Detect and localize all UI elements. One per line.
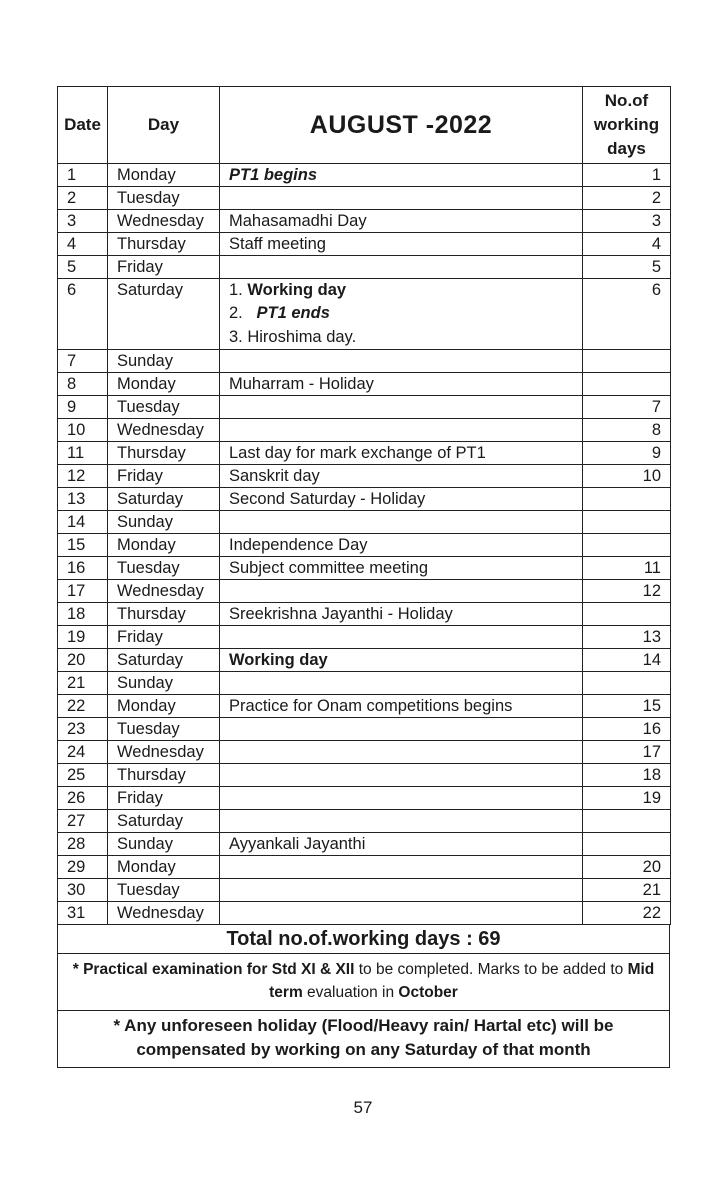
working-day-count-cell bbox=[583, 833, 671, 856]
working-day-count-cell bbox=[583, 511, 671, 534]
event-cell bbox=[220, 419, 583, 442]
event-text: Ayyankali Jayanthi bbox=[229, 835, 366, 854]
day-cell: Sunday bbox=[108, 350, 220, 373]
event-cell bbox=[220, 626, 583, 649]
event-cell bbox=[220, 856, 583, 879]
note-text: October bbox=[398, 984, 458, 1002]
date-cell: 16 bbox=[58, 557, 108, 580]
day-cell: Monday bbox=[108, 695, 220, 718]
event-cell bbox=[220, 256, 583, 279]
note-text: to be completed. Marks to be added to bbox=[354, 961, 628, 979]
day-cell: Thursday bbox=[108, 764, 220, 787]
event-cell bbox=[220, 373, 583, 396]
day-cell: Tuesday bbox=[108, 557, 220, 580]
table-row bbox=[58, 695, 671, 718]
month-title: AUGUST -2022 bbox=[220, 87, 583, 164]
table-row bbox=[58, 856, 671, 879]
day-cell: Sunday bbox=[108, 672, 220, 695]
event-cell bbox=[220, 488, 583, 511]
working-day-count-cell: 21 bbox=[583, 879, 671, 902]
date-cell: 12 bbox=[58, 465, 108, 488]
event-text: Staff meeting bbox=[229, 235, 326, 253]
event-cell bbox=[220, 511, 583, 534]
table-row bbox=[58, 787, 671, 810]
table-row bbox=[58, 902, 671, 925]
event-line bbox=[229, 326, 582, 349]
working-days-column-header bbox=[583, 87, 671, 164]
date-cell: 8 bbox=[58, 373, 108, 396]
day-column-header: Day bbox=[108, 87, 220, 164]
table-row bbox=[58, 373, 671, 396]
event-text: Working day bbox=[229, 651, 328, 670]
day-cell: Wednesday bbox=[108, 580, 220, 603]
table-row bbox=[58, 233, 671, 256]
table-row bbox=[58, 764, 671, 787]
table-row bbox=[58, 580, 671, 603]
event-cell bbox=[220, 580, 583, 603]
day-cell: Friday bbox=[108, 465, 220, 488]
event-line bbox=[229, 833, 582, 855]
table-row bbox=[58, 741, 671, 764]
working-day-count-cell: 10 bbox=[583, 465, 671, 488]
table-row bbox=[58, 718, 671, 741]
day-cell: Monday bbox=[108, 856, 220, 879]
date-cell: 18 bbox=[58, 603, 108, 626]
date-cell: 24 bbox=[58, 741, 108, 764]
working-day-count-cell: 17 bbox=[583, 741, 671, 764]
working-day-count-cell: 6 bbox=[583, 279, 671, 350]
working-day-count-cell bbox=[583, 373, 671, 396]
event-cell bbox=[220, 741, 583, 764]
day-cell: Sunday bbox=[108, 833, 220, 856]
event-cell bbox=[220, 465, 583, 488]
working-day-count-cell: 19 bbox=[583, 787, 671, 810]
date-cell: 10 bbox=[58, 419, 108, 442]
day-cell: Wednesday bbox=[108, 741, 220, 764]
day-cell: Wednesday bbox=[108, 210, 220, 233]
total-working-days: Total no.of.working days : 69 bbox=[57, 925, 670, 954]
event-cell bbox=[220, 557, 583, 580]
working-day-count-cell: 7 bbox=[583, 396, 671, 419]
event-text: Muharram - Holiday bbox=[229, 375, 374, 394]
note-text: evaluation in bbox=[302, 984, 399, 1002]
date-cell: 26 bbox=[58, 787, 108, 810]
table-row bbox=[58, 488, 671, 511]
event-cell bbox=[220, 396, 583, 419]
date-cell: 13 bbox=[58, 488, 108, 511]
working-day-count-cell: 5 bbox=[583, 256, 671, 279]
date-cell: 5 bbox=[58, 256, 108, 279]
day-cell: Monday bbox=[108, 373, 220, 396]
day-cell: Sunday bbox=[108, 511, 220, 534]
day-cell: Saturday bbox=[108, 488, 220, 511]
working-days-header-line: No.of bbox=[604, 91, 649, 110]
event-text: Sreekrishna Jayanthi - Holiday bbox=[229, 605, 453, 624]
event-cell bbox=[220, 787, 583, 810]
event-line bbox=[229, 279, 582, 302]
date-cell: 29 bbox=[58, 856, 108, 879]
event-text: Mahasamadhi Day bbox=[229, 212, 367, 230]
date-cell: 23 bbox=[58, 718, 108, 741]
event-line bbox=[229, 695, 582, 717]
date-cell: 1 bbox=[58, 164, 108, 187]
event-cell bbox=[220, 764, 583, 787]
date-cell: 17 bbox=[58, 580, 108, 603]
working-day-count-cell: 3 bbox=[583, 210, 671, 233]
event-line bbox=[229, 373, 582, 395]
table-row bbox=[58, 187, 671, 210]
working-day-count-cell bbox=[583, 672, 671, 695]
day-cell: Thursday bbox=[108, 442, 220, 465]
calendar-page bbox=[57, 86, 670, 1068]
event-cell bbox=[220, 603, 583, 626]
day-cell: Wednesday bbox=[108, 902, 220, 925]
table-row bbox=[58, 511, 671, 534]
event-cell bbox=[220, 672, 583, 695]
working-day-count-cell: 20 bbox=[583, 856, 671, 879]
table-row bbox=[58, 419, 671, 442]
event-line bbox=[229, 302, 582, 325]
day-cell: Saturday bbox=[108, 279, 220, 350]
date-cell: 22 bbox=[58, 695, 108, 718]
table-row bbox=[58, 279, 671, 350]
event-line bbox=[229, 649, 582, 671]
note-text: Mid term bbox=[269, 961, 655, 1002]
page-number: 57 bbox=[353, 1098, 373, 1117]
event-line bbox=[229, 164, 582, 186]
working-day-count-cell bbox=[583, 534, 671, 557]
date-cell: 27 bbox=[58, 810, 108, 833]
event-text: PT1 ends bbox=[256, 304, 330, 323]
practical-exam-note bbox=[57, 954, 670, 1011]
date-cell: 31 bbox=[58, 902, 108, 925]
event-cell bbox=[220, 534, 583, 557]
working-day-count-cell: 22 bbox=[583, 902, 671, 925]
event-cell bbox=[220, 833, 583, 856]
day-cell: Saturday bbox=[108, 810, 220, 833]
event-line bbox=[229, 603, 582, 625]
event-cell bbox=[220, 350, 583, 373]
event-cell bbox=[220, 879, 583, 902]
calendar-body bbox=[58, 164, 671, 925]
event-line bbox=[229, 534, 582, 556]
date-cell: 9 bbox=[58, 396, 108, 419]
day-cell: Thursday bbox=[108, 603, 220, 626]
day-cell: Friday bbox=[108, 626, 220, 649]
header-row bbox=[58, 87, 671, 164]
date-cell: 20 bbox=[58, 649, 108, 672]
working-day-count-cell: 9 bbox=[583, 442, 671, 465]
day-cell: Saturday bbox=[108, 649, 220, 672]
event-text: PT1 begins bbox=[229, 166, 318, 184]
table-row bbox=[58, 557, 671, 580]
note-text: * Practical examination for Std XI & XII bbox=[72, 961, 355, 979]
table-row bbox=[58, 210, 671, 233]
event-cell bbox=[220, 902, 583, 925]
day-cell: Tuesday bbox=[108, 879, 220, 902]
table-row bbox=[58, 396, 671, 419]
event-text: Practice for Onam competitions begins bbox=[229, 697, 513, 716]
table-row bbox=[58, 256, 671, 279]
date-cell: 2 bbox=[58, 187, 108, 210]
date-cell: 3 bbox=[58, 210, 108, 233]
table-row bbox=[58, 465, 671, 488]
event-text: Second Saturday - Holiday bbox=[229, 490, 426, 509]
date-cell: 11 bbox=[58, 442, 108, 465]
working-days-header-line: working bbox=[593, 115, 660, 134]
table-row bbox=[58, 164, 671, 187]
working-day-count-cell bbox=[583, 350, 671, 373]
event-cell bbox=[220, 442, 583, 465]
date-cell: 21 bbox=[58, 672, 108, 695]
date-cell: 14 bbox=[58, 511, 108, 534]
calendar-table bbox=[57, 86, 671, 925]
event-line bbox=[229, 233, 582, 255]
event-line bbox=[229, 557, 582, 579]
day-cell: Thursday bbox=[108, 233, 220, 256]
working-day-count-cell: 15 bbox=[583, 695, 671, 718]
date-cell: 4 bbox=[58, 233, 108, 256]
working-day-count-cell: 13 bbox=[583, 626, 671, 649]
event-cell bbox=[220, 210, 583, 233]
event-line bbox=[229, 442, 582, 464]
event-text: Subject committee meeting bbox=[229, 559, 429, 578]
day-cell: Friday bbox=[108, 256, 220, 279]
working-day-count-cell: 1 bbox=[583, 164, 671, 187]
table-row bbox=[58, 603, 671, 626]
day-cell: Tuesday bbox=[108, 396, 220, 419]
date-cell: 6 bbox=[58, 279, 108, 350]
date-cell: 7 bbox=[58, 350, 108, 373]
event-text: Sanskrit day bbox=[229, 467, 320, 486]
working-day-count-cell: 12 bbox=[583, 580, 671, 603]
date-cell: 28 bbox=[58, 833, 108, 856]
day-cell: Monday bbox=[108, 534, 220, 557]
event-cell bbox=[220, 810, 583, 833]
working-day-count-cell: 14 bbox=[583, 649, 671, 672]
working-day-count-cell bbox=[583, 488, 671, 511]
working-day-count-cell: 18 bbox=[583, 764, 671, 787]
working-day-count-cell: 16 bbox=[583, 718, 671, 741]
event-cell bbox=[220, 187, 583, 210]
working-day-count-cell: 11 bbox=[583, 557, 671, 580]
table-row bbox=[58, 350, 671, 373]
day-cell: Tuesday bbox=[108, 718, 220, 741]
table-row bbox=[58, 626, 671, 649]
working-days-header-line: days bbox=[607, 139, 646, 158]
event-text: 2. bbox=[229, 304, 257, 323]
working-day-count-cell: 4 bbox=[583, 233, 671, 256]
table-row bbox=[58, 833, 671, 856]
table-row bbox=[58, 534, 671, 557]
working-day-count-cell bbox=[583, 810, 671, 833]
table-row bbox=[58, 879, 671, 902]
day-cell: Monday bbox=[108, 164, 220, 187]
event-cell bbox=[220, 649, 583, 672]
event-cell bbox=[220, 695, 583, 718]
working-day-count-cell: 2 bbox=[583, 187, 671, 210]
event-text: Working day bbox=[247, 281, 347, 299]
event-text: Independence Day bbox=[229, 536, 368, 555]
table-row bbox=[58, 810, 671, 833]
event-cell bbox=[220, 164, 583, 187]
event-text: 3. Hiroshima day. bbox=[229, 327, 357, 346]
day-cell: Friday bbox=[108, 787, 220, 810]
event-cell bbox=[220, 718, 583, 741]
date-cell: 15 bbox=[58, 534, 108, 557]
event-text: 1. bbox=[229, 281, 248, 299]
event-line bbox=[229, 210, 582, 232]
date-cell: 19 bbox=[58, 626, 108, 649]
event-line bbox=[229, 465, 582, 487]
event-text: Last day for mark exchange of PT1 bbox=[229, 444, 486, 463]
day-cell: Wednesday bbox=[108, 419, 220, 442]
date-column-header: Date bbox=[58, 87, 108, 164]
table-row bbox=[58, 649, 671, 672]
event-line bbox=[229, 488, 582, 510]
date-cell: 25 bbox=[58, 764, 108, 787]
holiday-compensation-note: * Any unforeseen holiday (Flood/Heavy rain/ Hartal etc) will be compensated by working on any Saturday of that month bbox=[57, 1011, 670, 1068]
table-row bbox=[58, 442, 671, 465]
table-row bbox=[58, 672, 671, 695]
event-cell bbox=[220, 279, 583, 350]
working-day-count-cell: 8 bbox=[583, 419, 671, 442]
working-day-count-cell bbox=[583, 603, 671, 626]
date-cell: 30 bbox=[58, 879, 108, 902]
event-cell bbox=[220, 233, 583, 256]
day-cell: Tuesday bbox=[108, 187, 220, 210]
